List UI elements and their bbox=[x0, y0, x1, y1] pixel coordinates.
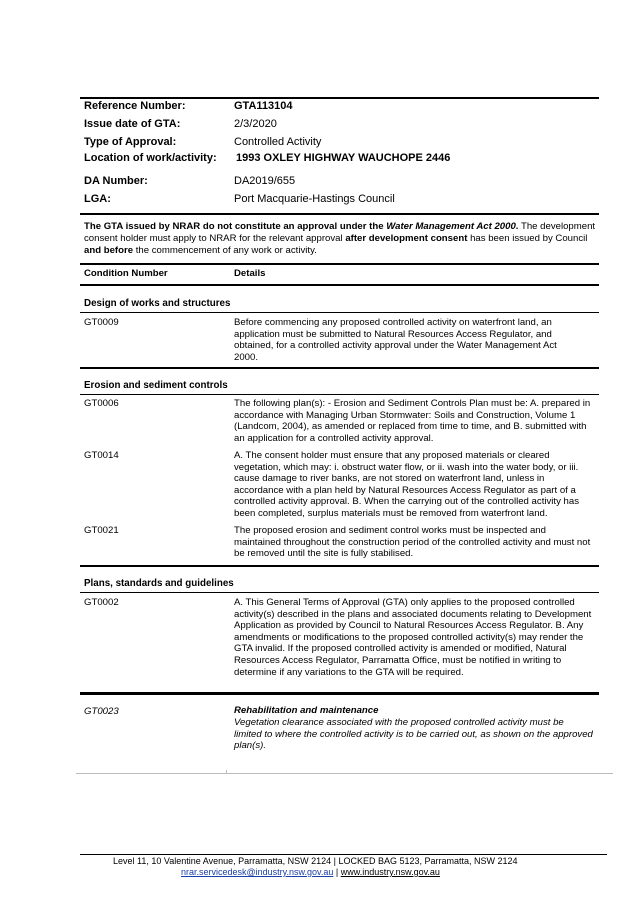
section-title-design: Design of works and structures bbox=[84, 298, 231, 309]
lga-row bbox=[84, 193, 604, 209]
notice-lead: The GTA issued by NRAR do not constitute an approval under the bbox=[84, 221, 387, 232]
table-top-rule bbox=[80, 263, 599, 265]
approval-type-row bbox=[84, 136, 604, 152]
footer-contact bbox=[181, 867, 440, 877]
section-design-rule bbox=[80, 312, 599, 313]
reference-label: Reference Number: bbox=[84, 100, 186, 112]
header-top-rule bbox=[80, 97, 599, 99]
footer-rule bbox=[80, 854, 607, 855]
location-value: 1993 OXLEY HIGHWAY WAUCHOPE 2446 bbox=[236, 152, 451, 164]
da-number-label: DA Number: bbox=[84, 175, 148, 187]
notice-period: . bbox=[515, 221, 519, 232]
condition-details: A. This General Terms of Approval (GTA) only applies to the proposed controlled activity(s) described in the plans and associated documents relating to Development Application as provided by Council to Natural Resources Access Regulator. B. Any amendments or modifications to the proposed controlled activity(s) may render the GTA invalid. If the proposed controlled activity is amended or modified, Natural Resources Access Regulator, Parramatta Office, must be notified in writing to determine if any variations to the GTA will be required. bbox=[234, 597, 592, 678]
notice-bold-1: after development consent bbox=[345, 233, 468, 244]
lga-value: Port Macquarie-Hastings Council bbox=[234, 193, 395, 205]
condition-code: GT0009 bbox=[84, 317, 119, 328]
footer-separator: | bbox=[333, 867, 341, 877]
column-header-details: Details bbox=[234, 268, 266, 279]
section-divider bbox=[80, 692, 599, 695]
location-row bbox=[84, 152, 604, 168]
notice-text-2: The development consent holder must apply to NRAR for the relevant approval bbox=[84, 221, 596, 244]
location-label: Location of work/activity: bbox=[84, 152, 217, 164]
header-bottom-rule bbox=[80, 213, 599, 215]
notice-text-3: has been issued by Council bbox=[467, 233, 588, 244]
table-column-tick bbox=[226, 770, 227, 774]
section-title-plans: Plans, standards and guidelines bbox=[84, 578, 234, 589]
condition-details: The proposed erosion and sediment control works must be inspected and maintained throughout the construction period of the controlled activity and must not be removed until the site is fully stabilised. bbox=[234, 525, 591, 560]
section-plans-rule bbox=[80, 592, 599, 593]
column-header-rule bbox=[80, 284, 599, 286]
section-erosion-rule bbox=[80, 394, 599, 395]
approval-type-label: Type of Approval: bbox=[84, 136, 177, 148]
lga-label: LGA: bbox=[84, 193, 111, 205]
condition-details: Before commencing any proposed controlled activity on waterfront land, an application must be submitted to Natural Resources Access Regulator, and obtained, for a controlled activity approval under the Water Management Act 2000. bbox=[234, 317, 557, 363]
notice-paragraph bbox=[84, 221, 600, 257]
condition-details: The following plan(s): - Erosion and Sediment Controls Plan must be: A. prepared in accordance with Managing Urban Stormwater: Soils and Construction, Volume 1 (Landcom, 2004), as amended or replaced from time to time, and B. submitted with an application for a controlled activity approval. bbox=[234, 398, 591, 444]
reference-value: GTA113104 bbox=[234, 100, 293, 112]
approval-type-value: Controlled Activity bbox=[234, 136, 322, 148]
column-header-condition: Condition Number bbox=[84, 268, 168, 279]
section-divider bbox=[80, 367, 599, 369]
footer-address: Level 11, 10 Valentine Avenue, Parramatta, NSW 2124 | LOCKED BAG 5123, Parramatta, NSW 2124 bbox=[113, 856, 518, 866]
issue-date-value: 2/3/2020 bbox=[234, 118, 277, 130]
footer-website-link[interactable]: www.industry.nsw.gov.au bbox=[340, 867, 440, 877]
issue-date-label: Issue date of GTA: bbox=[84, 118, 181, 130]
section-title-erosion: Erosion and sediment controls bbox=[84, 380, 228, 391]
issue-date-row bbox=[84, 118, 604, 134]
notice-bold-2: and before bbox=[84, 245, 134, 256]
section-title-rehab: Rehabilitation and maintenance bbox=[234, 705, 379, 716]
condition-code: GT0002 bbox=[84, 597, 119, 608]
da-number-value: DA2019/655 bbox=[234, 175, 296, 187]
condition-code: GT0014 bbox=[84, 450, 119, 461]
footer-email-link[interactable]: nrar.servicedesk@industry.nsw.gov.au bbox=[181, 867, 334, 877]
da-number-row bbox=[84, 175, 604, 191]
condition-code: GT0023 bbox=[84, 706, 119, 717]
reference-row bbox=[84, 100, 604, 116]
condition-code: GT0021 bbox=[84, 525, 119, 536]
notice-text-4: the commencement of any work or activity. bbox=[133, 245, 317, 256]
table-bottom-rule bbox=[76, 773, 613, 774]
condition-details: A. The consent holder must ensure that any proposed materials or cleared vegetation, which may: i. obstruct water flow, or ii. wash into the water body, or iii. cause damage to river banks, are not stored on waterfront land, unless in accordance with a plan held by Natural Resources Access Regulator as part of a controlled activity approval. B. When the carrying out of the controlled activity has been completed, surplus materials must be removed from waterfront land. bbox=[234, 450, 580, 519]
condition-details: Vegetation clearance associated with the proposed controlled activity must be limited to where the controlled activity is to be carried out, as shown on the approved plan(s). bbox=[234, 717, 593, 752]
notice-act: Water Management Act 2000 bbox=[386, 221, 516, 232]
condition-code: GT0006 bbox=[84, 398, 119, 409]
section-divider bbox=[80, 565, 599, 567]
